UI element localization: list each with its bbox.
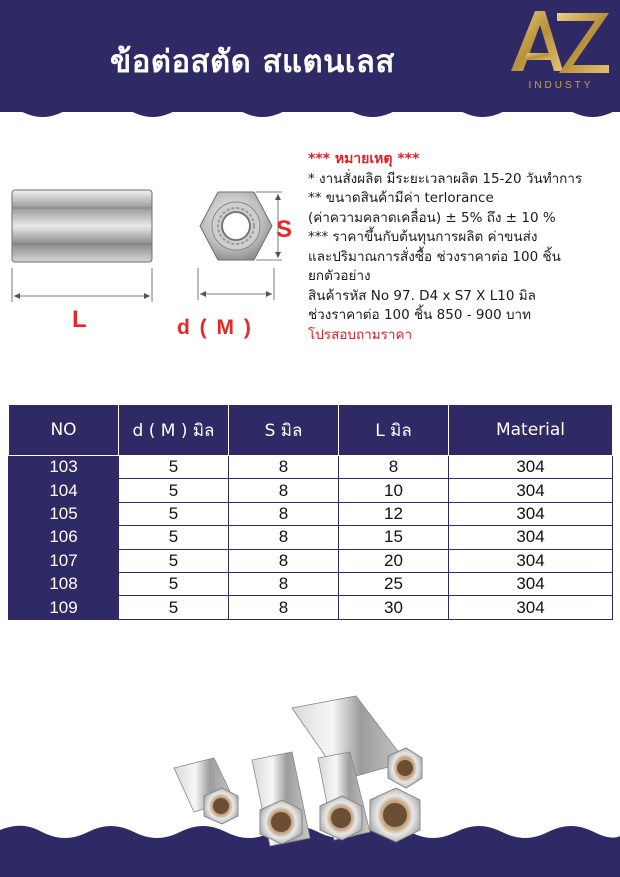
contact-line: โปรสอบถามราคา	[308, 326, 413, 343]
cell-d: 5	[119, 456, 229, 479]
cell-material: 304	[449, 549, 613, 572]
cell-l: 10	[339, 479, 449, 502]
cell-l: 15	[339, 526, 449, 549]
logo-text: INDUSTY	[528, 80, 594, 91]
cell-d: 5	[119, 572, 229, 595]
table-row	[9, 572, 613, 595]
cell-no: 106	[9, 526, 119, 549]
cell-material: 304	[449, 502, 613, 525]
note-line: * งานสั่งผลิต มีระยะเวลาผลิต 15-20 วันทำการ	[308, 170, 583, 187]
cell-d: 5	[119, 549, 229, 572]
cell-no: 107	[9, 549, 119, 572]
cell-material: 304	[449, 479, 613, 502]
cell-material: 304	[449, 456, 613, 479]
table-header-row	[9, 405, 613, 456]
note-line: *** ราคาขึ้นกับต้นทุนการผลิต ค่าขนส่ง	[308, 229, 538, 245]
cell-s: 8	[229, 549, 339, 572]
table-row	[9, 479, 613, 502]
cell-s: 8	[229, 596, 339, 619]
table-row	[9, 526, 613, 549]
column-header-l: L มิล	[339, 405, 449, 456]
table-row	[9, 456, 613, 479]
note-line: ช่วงราคาต่อ 100 ชิ้น 850 - 900 บาท	[308, 307, 532, 323]
note-line: ** ขนาดสินค้ามีค่า terlorance	[308, 190, 494, 206]
cell-s: 8	[229, 479, 339, 502]
cell-no: 108	[9, 572, 119, 595]
product-drawing	[0, 150, 300, 350]
note-line: ยกตัวอย่าง	[308, 268, 371, 284]
cell-s: 8	[229, 526, 339, 549]
note-line: และปริมาณการสั่งซื้อ ช่วงราคาต่อ 100 ชิ้น	[308, 248, 561, 265]
cell-no: 109	[9, 596, 119, 619]
cell-material: 304	[449, 526, 613, 549]
cell-no: 104	[9, 479, 119, 502]
column-header-no: NO	[9, 405, 119, 456]
cell-l: 8	[339, 456, 449, 479]
cell-l: 30	[339, 596, 449, 619]
spec-table	[8, 404, 612, 620]
column-header-material: Material	[449, 405, 613, 456]
cell-s: 8	[229, 502, 339, 525]
table-row	[9, 549, 613, 572]
cell-d: 5	[119, 479, 229, 502]
column-header-s: S มิล	[229, 405, 339, 456]
table-row	[9, 502, 613, 525]
cell-s: 8	[229, 456, 339, 479]
product-photo	[160, 688, 460, 873]
cell-l: 25	[339, 572, 449, 595]
cell-d: 5	[119, 502, 229, 525]
column-header-d: d ( M ) มิล	[119, 405, 229, 456]
cell-l: 20	[339, 549, 449, 572]
cell-d: 5	[119, 596, 229, 619]
cell-no: 103	[9, 456, 119, 479]
notes-block	[308, 150, 618, 345]
cell-s: 8	[229, 572, 339, 595]
dimension-label-l: L	[72, 306, 87, 333]
cell-material: 304	[449, 572, 613, 595]
dimension-label-s: S	[276, 216, 293, 243]
note-line: (ค่าความคลาดเคลื่อน) ± 5% ถึง ± 10 %	[308, 209, 556, 226]
dimension-label-d: d ( M )	[177, 316, 253, 339]
notes-heading: *** หมายเหตุ ***	[308, 151, 420, 167]
cell-d: 5	[119, 526, 229, 549]
cell-material: 304	[449, 596, 613, 619]
cell-no: 105	[9, 502, 119, 525]
page-title: ข้อต่อสตัด สแตนเลส	[110, 44, 395, 80]
cell-l: 12	[339, 502, 449, 525]
table-row	[9, 596, 613, 619]
note-line: สินค้ารหัส No 97. D4 x S7 X L10 มิล	[308, 287, 536, 304]
